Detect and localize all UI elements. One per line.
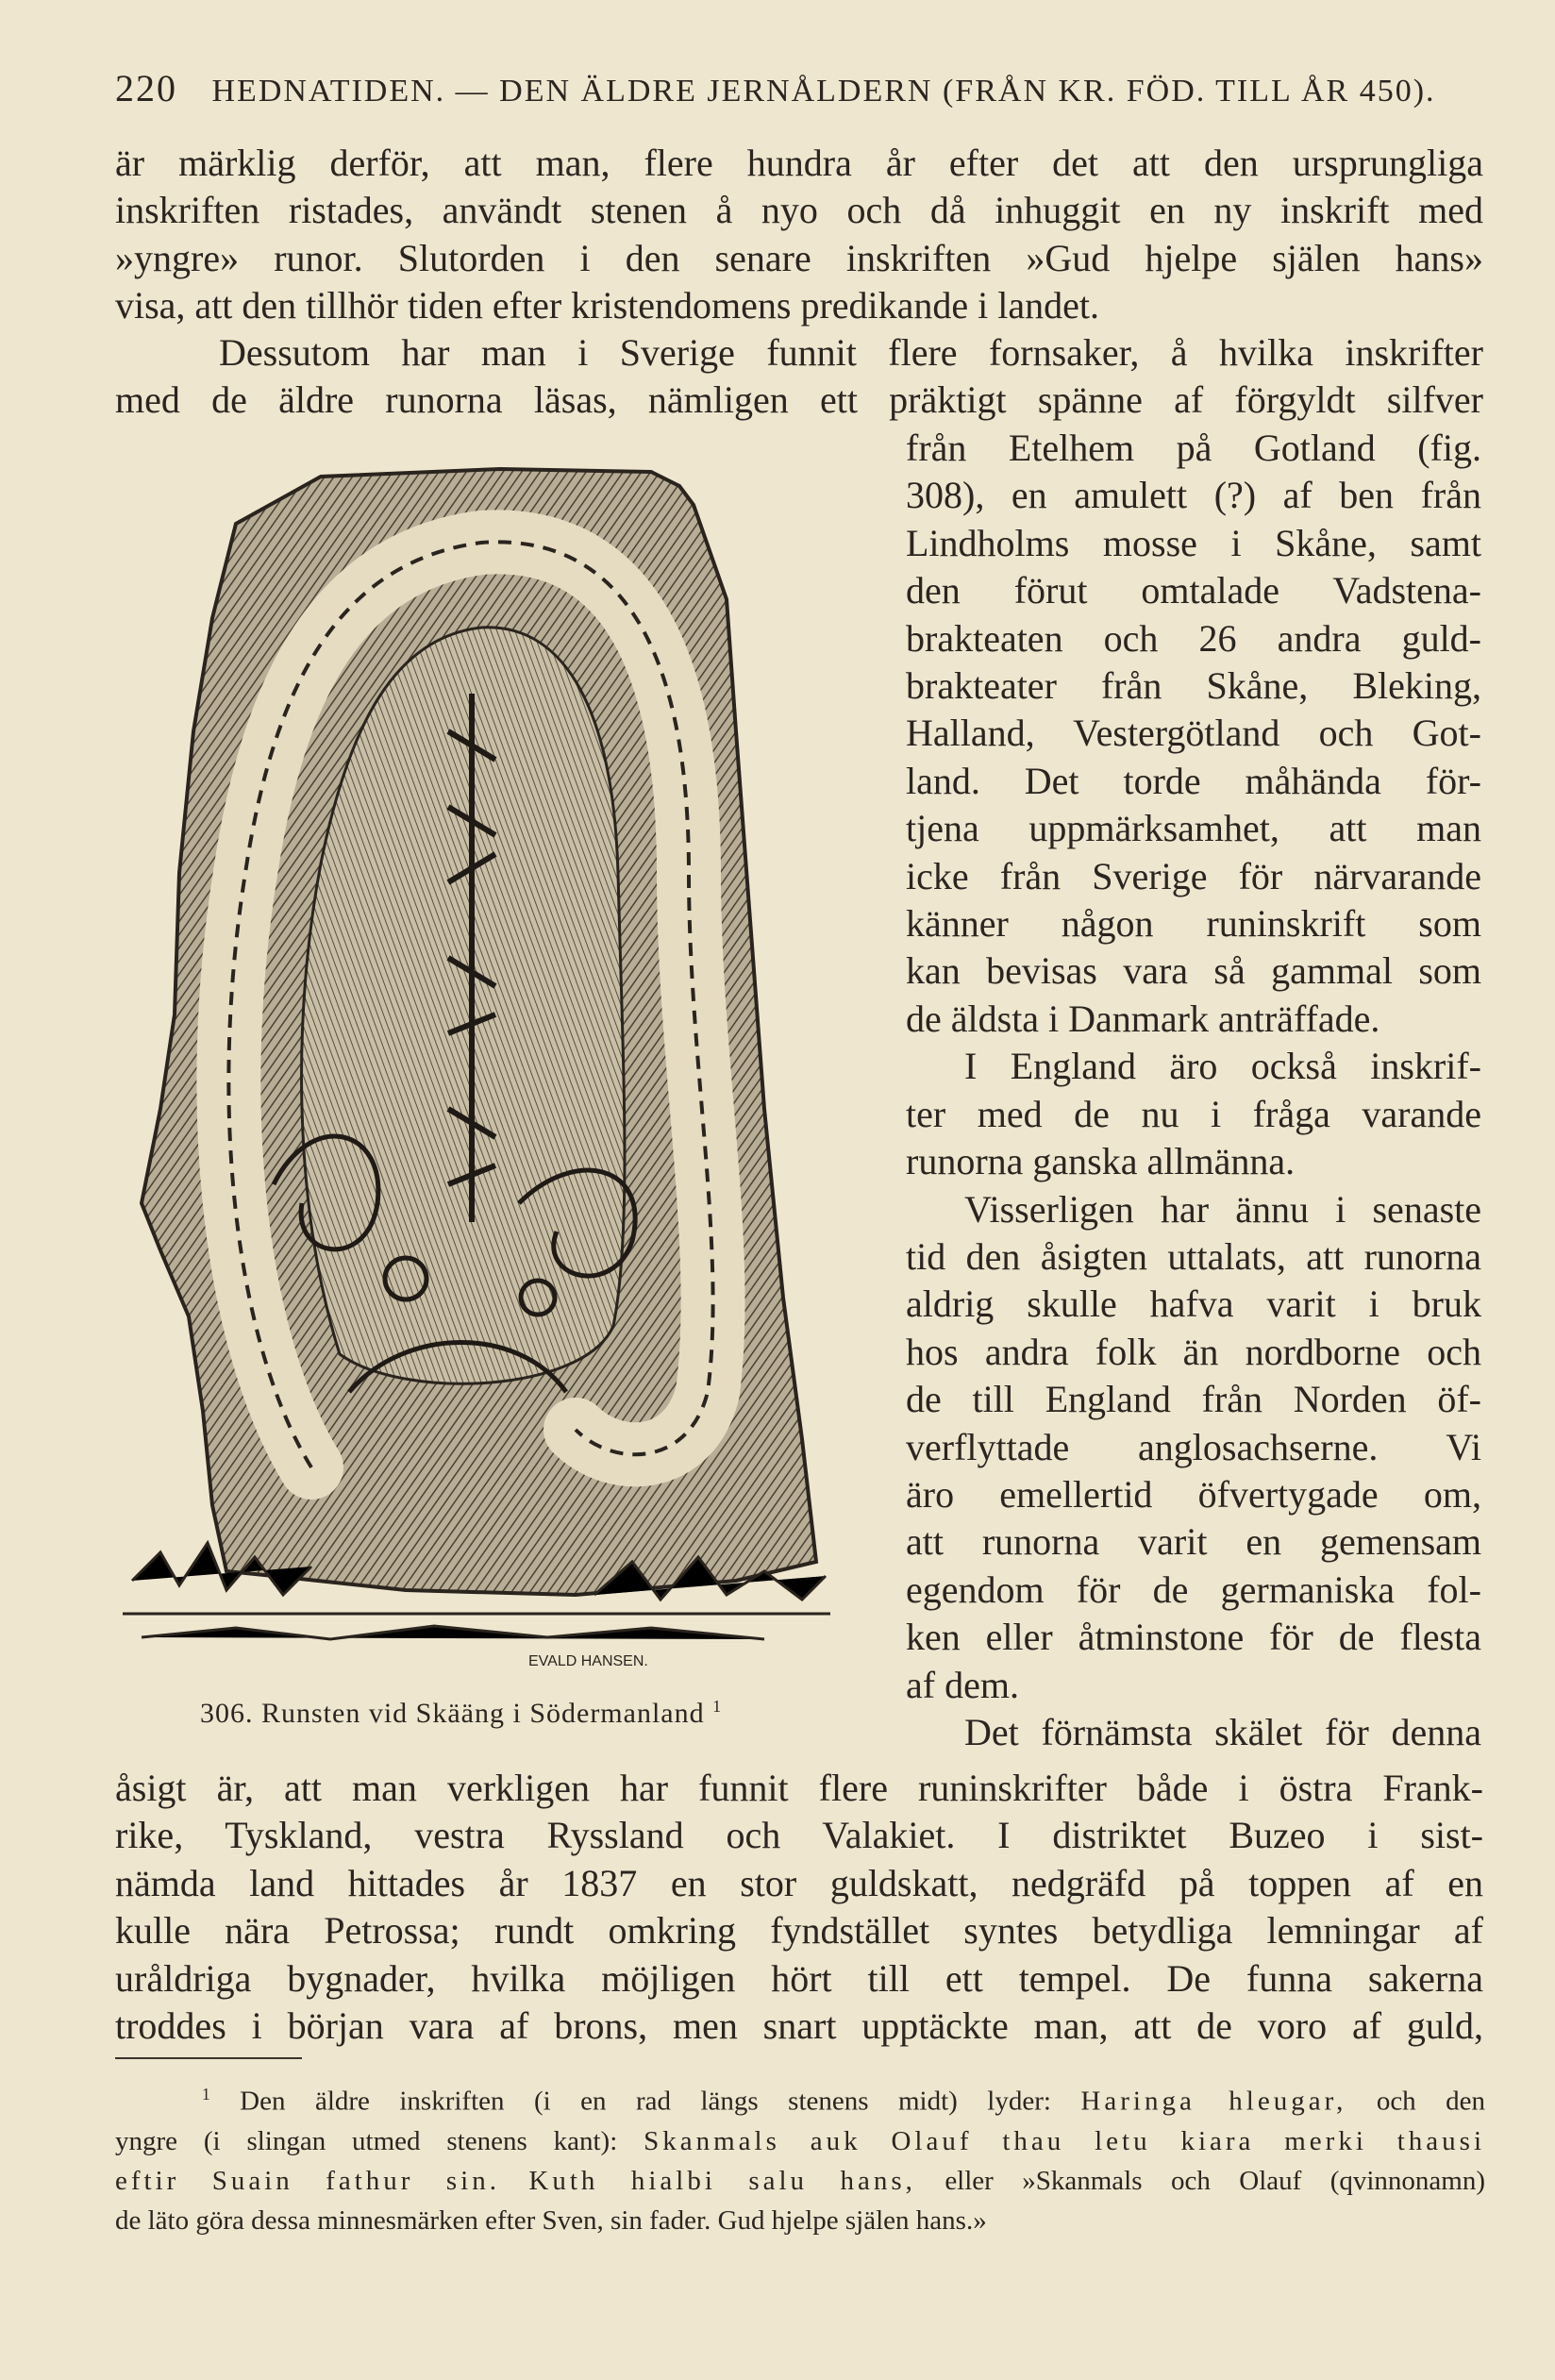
text-line: Dessutom har man i Sverige funnit flere fornsaker, å hvilka inskrifter: [219, 331, 1483, 374]
text-line: nämda land hittades år 1837 en stor guldskatt, nedgräfd på toppen af en: [115, 1861, 1483, 1904]
footnote-runic-text: Kuth hialbi salu hans,: [528, 2165, 916, 2196]
text-line: de till England från Norden öf-: [906, 1378, 1481, 1421]
text-line: ter med de nu i fråga varande: [906, 1092, 1481, 1135]
text-line: Lindholms mosse i Skåne, samt: [906, 521, 1481, 564]
footnote-text: Den äldre inskriften (i en rad längs stenens midt) lyder:: [240, 2086, 1051, 2117]
footnote-line: de läto göra dessa minnesmärken efter Sven, sin fader. Gud hjelpe själen hans.»: [115, 2204, 987, 2236]
text-line: kan bevisas vara så gammal som: [906, 949, 1481, 993]
text-line: I England äro också inskrif-: [964, 1045, 1481, 1088]
footnote-runic-text: Skanmals auk Olauf thau letu kiara merki thausi: [644, 2125, 1486, 2156]
text-line: de äldsta i Danmark anträffade.: [906, 997, 1380, 1040]
text-line: ken eller åtminstone för de flesta: [906, 1616, 1481, 1659]
footnote-line: [115, 2161, 1485, 2201]
paragraph-2-column: [906, 425, 1481, 1756]
text-line: åsigt är, att man verkligen har funnit flere runinskrifter både i östra Frank-: [115, 1767, 1483, 1809]
footnote-rule: [115, 2057, 302, 2059]
text-line: aldrig skulle hafva varit i bruk: [906, 1282, 1481, 1326]
text-line: »yngre» runor. Slutorden i den senare inskriften »Gud hjelpe själen hans»: [115, 236, 1483, 279]
text-line: Visserligen har ännu i senaste: [964, 1187, 1481, 1231]
text-line: verflyttade anglosachserne. Vi: [906, 1425, 1481, 1468]
text-line: är märklig derför, att man, flere hundra år efter det att den ursprungliga: [115, 142, 1483, 184]
text-line: rike, Tyskland, vestra Ryssland och Valakiet. I distriktet Buzeo i sist-: [115, 1814, 1483, 1857]
footnote-runic-text: eftir Suain fathur sin.: [115, 2165, 500, 2196]
paragraph-2-full: [115, 329, 1483, 425]
page-number: 220: [115, 67, 177, 109]
text-line: tid den åsigten uttalats, att runorna: [906, 1234, 1481, 1278]
running-title: HEDNATIDEN. — DEN ÄLDRE JERNÅLDERN (FRÅN KR. FÖD. TILL ÅR 450).: [211, 74, 1436, 109]
engraver-signature: EVALD HANSEN.: [528, 1653, 648, 1669]
text-line: känner någon runinskrift som: [906, 902, 1481, 946]
text-line: brakteater från Skåne, Bleking,: [906, 664, 1481, 708]
text-line: med de äldre runorna läsas, nämligen ett präktigt spänne af förgyldt silfver: [115, 378, 1483, 422]
footnote-text: yngre (i slingan utmed stenens kant):: [115, 2125, 618, 2156]
text-line: brakteaten och 26 andra guld-: [906, 616, 1481, 660]
footnote-line: [115, 2074, 1485, 2121]
figure-caption: [200, 1697, 722, 1730]
text-line: egendom för de germaniska fol-: [906, 1567, 1481, 1611]
text-line: äro emellertid öfvertygade om,: [906, 1472, 1481, 1516]
text-line: inskriften ristades, användt stenen å nyo och då inhuggit en ny inskrift med: [115, 189, 1483, 232]
text-line: från Etelhem på Gotland (fig.: [906, 427, 1481, 469]
text-line: tjena uppmärksamhet, att man: [906, 807, 1481, 850]
running-header: [115, 66, 1474, 110]
text-line: af dem.: [906, 1663, 1019, 1706]
paragraph-1: [115, 140, 1483, 330]
caption-text: Runsten vid Skääng i Södermanland: [261, 1698, 705, 1729]
text-line: icke från Sverige för närvarande: [906, 854, 1481, 897]
text-line: visa, att den tillhör tiden efter kristendomens predikande i landet.: [115, 284, 1100, 327]
paragraph-5: [115, 1765, 1483, 2050]
text-line: land. Det torde måhända för-: [906, 759, 1481, 802]
caption-note-ref: 1: [712, 1697, 723, 1716]
footnote-text: och den: [1376, 2086, 1486, 2117]
text-line: 308), en amulett (?) af ben från: [906, 474, 1481, 517]
runestone-illustration: [123, 448, 840, 1713]
footnote: [115, 2074, 1485, 2240]
text-line: den förut omtalade Vadstena-: [906, 569, 1481, 612]
text-line: Halland, Vestergötland och Got-: [906, 712, 1481, 755]
text-line: uråldriga bygnader, hvilka möjligen hört till ett tempel. De funna sakerna: [115, 1956, 1483, 2000]
caption-number: 306.: [200, 1698, 254, 1729]
footnote-runic-text: Haringa hleugar,: [1080, 2086, 1347, 2117]
text-line: att runorna varit en gemensam: [906, 1520, 1481, 1564]
footnote-text: eller »Skanmals och Olauf (qvinnonamn): [945, 2165, 1486, 2196]
footnote-line: [115, 2121, 1485, 2161]
footnote-marker: 1: [202, 2085, 210, 2103]
text-line: runorna ganska allmänna.: [906, 1140, 1296, 1183]
runestone-figure: [123, 448, 840, 1713]
text-line: hos andra folk än nordborne och: [906, 1330, 1481, 1373]
text-line: troddes i början vara af brons, men snart upptäckte man, att de voro af guld,: [115, 2004, 1483, 2048]
text-line: Det förnämsta skälet för denna: [964, 1710, 1481, 1753]
text-line: kulle nära Petrossa; rundt omkring fyndstället syntes betydliga lemningar af: [115, 1909, 1483, 1953]
